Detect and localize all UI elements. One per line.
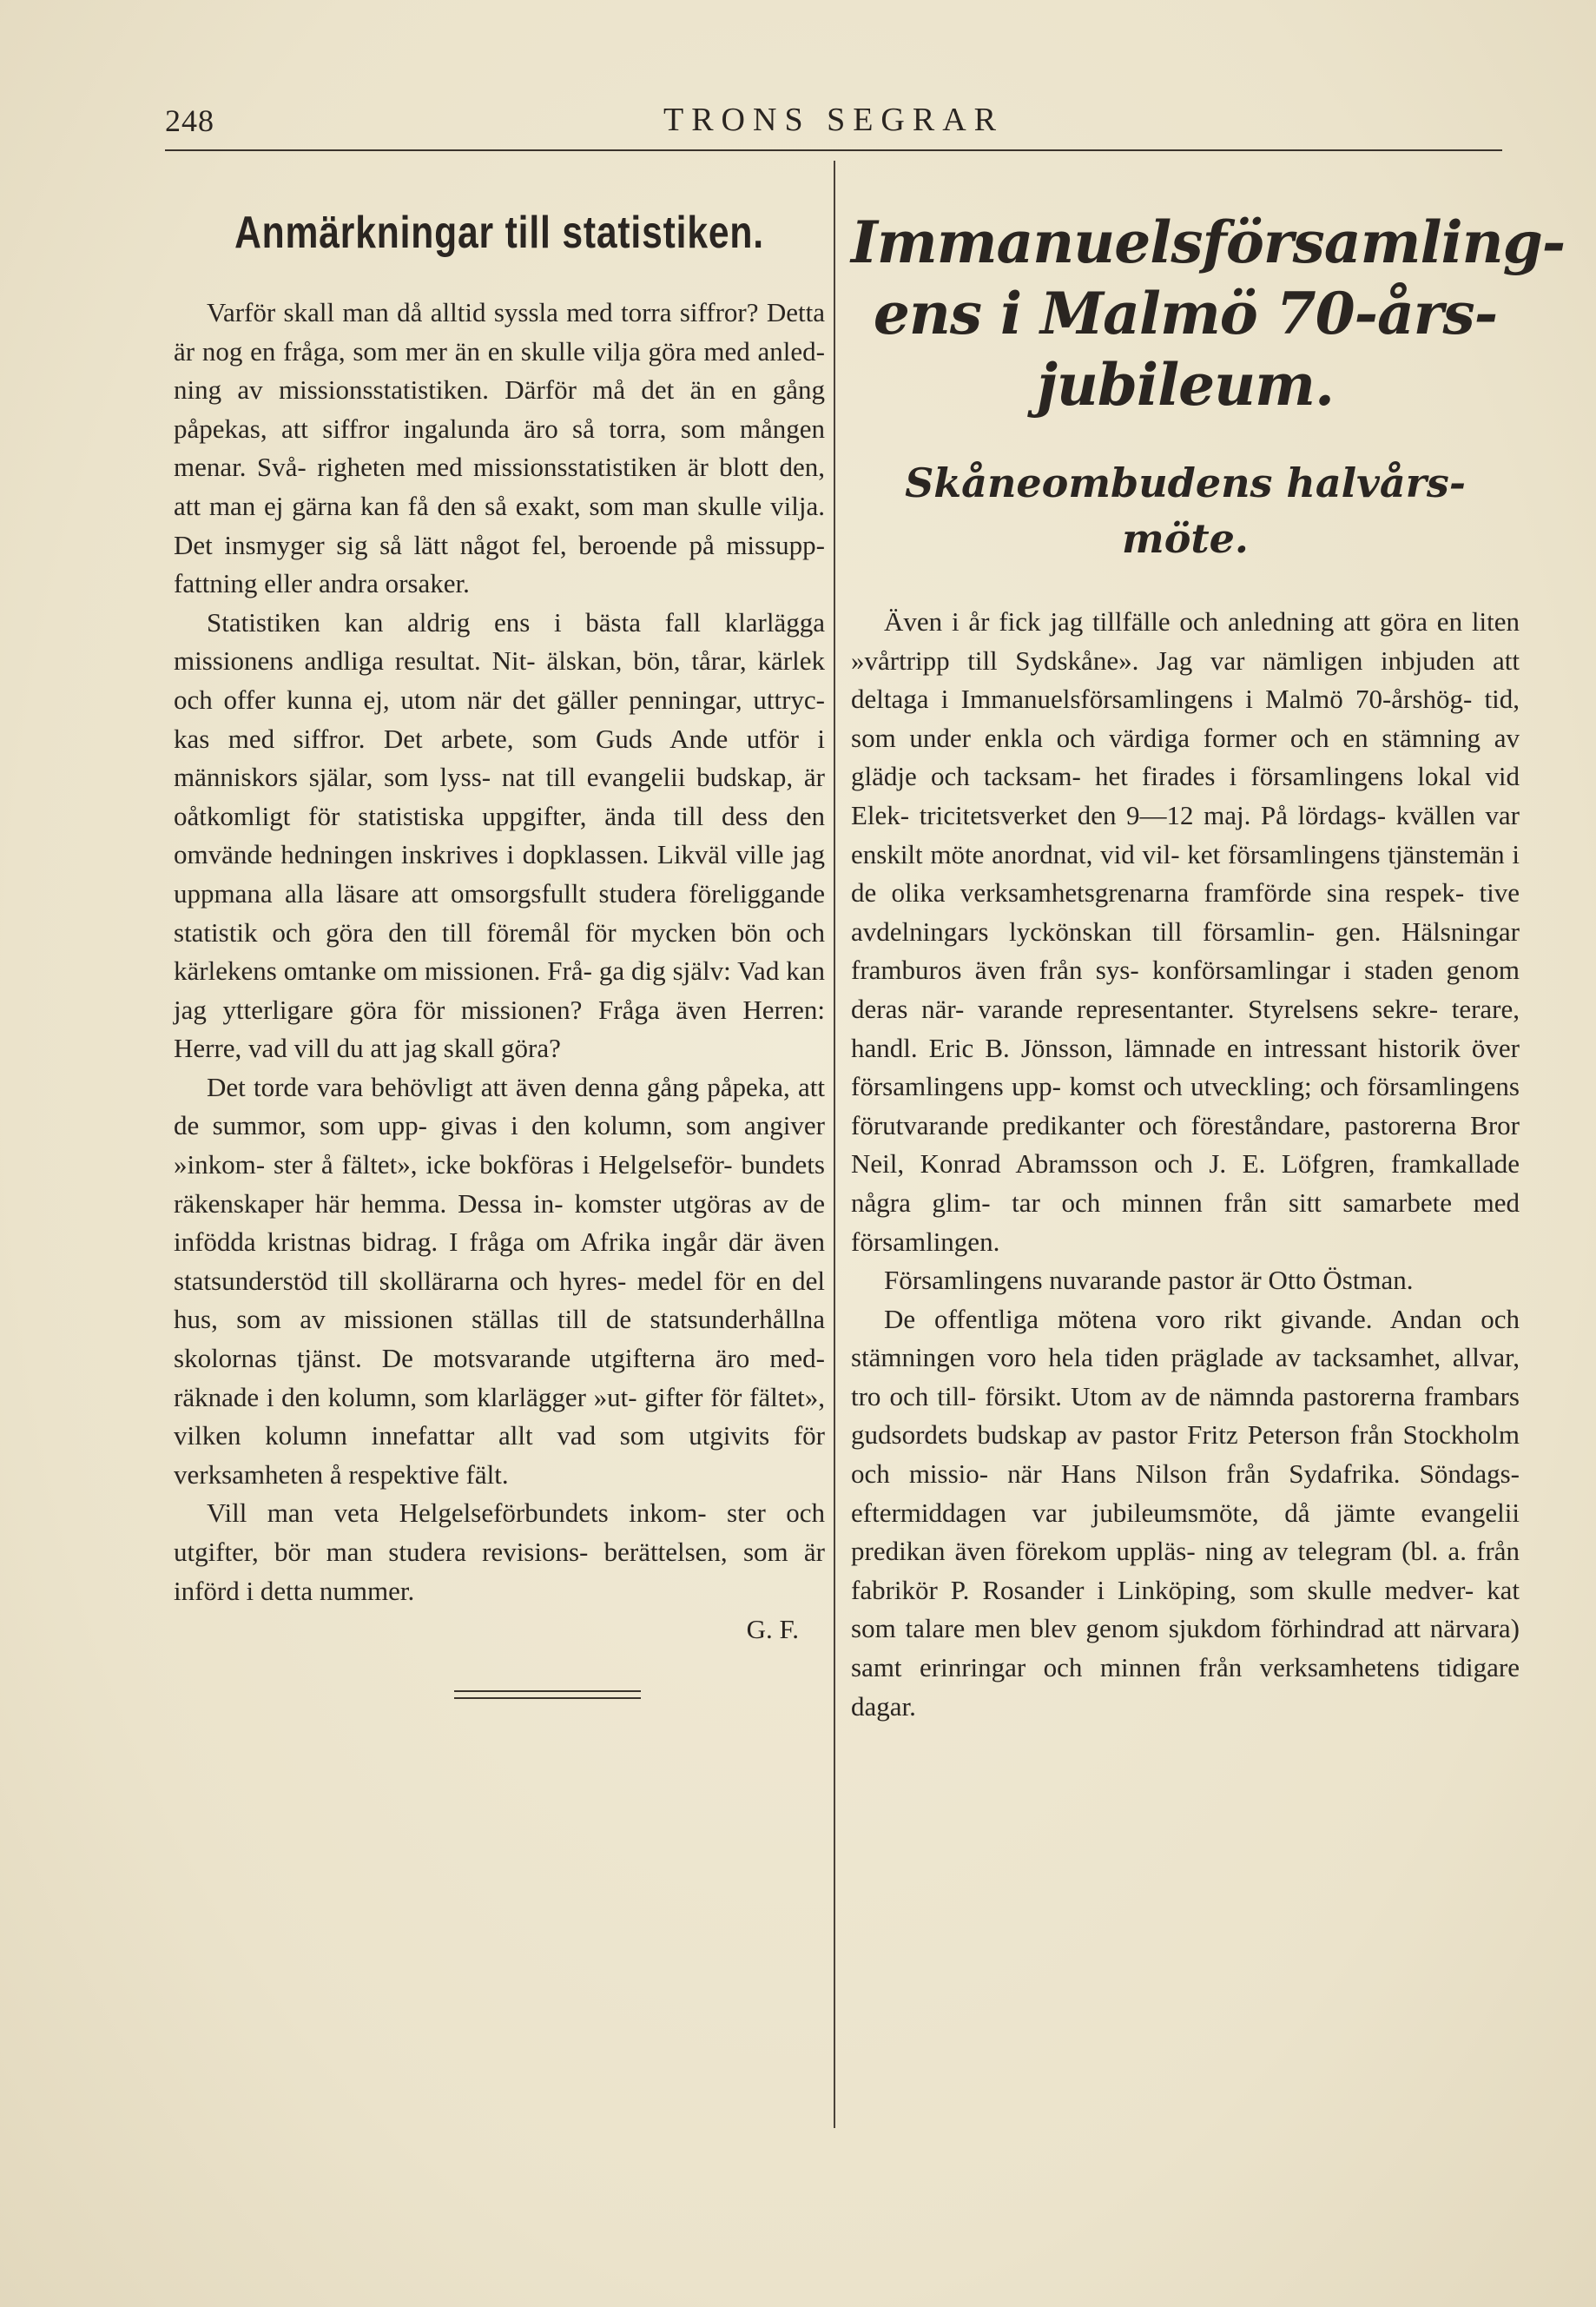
page-number: 248 [165,103,214,138]
left-paragraph: Statistiken kan aldrig ens i bästa fall klarlägga missionens andliga resultat. Nit- älskan, bön, tårar, kärlek och offer kunna ej, utom när det gäller penningar, uttryc- kas med siffror. Det arbete, som Guds Ande utför i människors själar, som lyss- nat till evangelii budskap, är oåtkomligt för statistiska uppgifter, ända till dess den omvände hedningen inskrives i dopklassen. Likväl ville jag uppmana alla läsare att omsorgsfullt studera föreliggande statistik och göra den till föremål för mycken bön och kärlekens omtanke om missionen. Frå- ga dig själv: Vad kan jag ytterligare göra för missionen? Fråga även Herren: Herre, vad vill du att jag skall göra? [174,606,825,1064]
right-article-subtitle: Skåneombudens halvårs- möte. [905,459,1466,562]
header-divider [165,149,1502,151]
article-end-rule [454,1690,641,1699]
column-divider [834,161,835,2128]
right-article [851,191,1566,1726]
right-paragraph: Församlingens nuvarande pastor är Otto Östman. [884,1265,1414,1296]
left-paragraph: Det torde vara behövligt att även denna gång påpeka, att de summor, som upp- givas i den kolumn, som angiver »inkom- ster å fältet», icke bokföras i Helgelseför- bundets räkenskaper här hemma. Dessa in- komster utgöras av de infödda kristnas bidrag. I fråga om Afrika ingår där även statsunderstöd till skollärarna och hyres- medel för en del hus, som av missionen ställas till de statsunderhållna skolornas tjänst. De motsvarande utgifterna äro med- räknade i den kolumn, som klarlägger »ut- gifter för fältet», vilken kolumn innefattar allt vad som utgivits för verksamheten å respektive fält. [174,1071,825,1490]
running-title: TRONS SEGRAR [663,102,1004,138]
page-header [165,97,1502,149]
left-paragraph: Vill man veta Helgelseförbundets inkom- ster och utgifter, bör man studera revisions- berättelsen, som är införd i detta nummer. [174,1497,825,1606]
left-article-body [174,294,825,1610]
right-article-body [851,603,1520,1726]
right-article-title: Immanuelsförsamling- ens i Malmö 70-års- jubileum. [851,208,1566,419]
left-article [174,191,825,1699]
left-paragraph: Varför skall man då alltid syssla med torra siffror? Detta är nog en fråga, som mer än en skulle vilja göra med anled- ning av missionsstatistiken. Därför må det än en gång påpekas, att siffror ingalunda äro så torra, som mången menar. Svå- righeten med missionsstatistiken är blott den, att man ej gärna kan få den så exakt, som man skulle vilja. Det insmyger sig så lätt något fel, beroende på missupp- fattning eller andra orsaker. [174,297,825,599]
left-article-title: Anmärkningar till statistiken. [234,208,764,258]
right-paragraph: Även i år fick jag tillfälle och anledning att göra en liten »vårtripp till Sydskåne». Jag var nämligen inbjuden att deltaga i Immanuelsförsamlingens i Malmö 70-årshög- tid, som under enkla och värdiga former och en stämning av glädje och tacksam- het firades i församlingens lokal vid Elek- tricitetsverket den 9—12 maj. På lördags- kvällen var enskilt möte anordnat, vid vil- ket församlingens tjänstemän i de olika verksamhetsgrenarna framförde sina respek- tive avdelningars lyckönskan till församlin- gen. Hälsningar framburos även från sys- konförsamlingar i staden genom deras när- varande representanter. Styrelsens sekre- terare, handl. Eric B. Jönsson, lämnade en intressant historik över församlingens upp- komst och utveckling; och församlingens förutvarande predikanter och föreståndare, pastorerna Bror Neil, Konrad Abramsson och J. E. Löfgren, framkallade några glim- tar och minnen från sitt samarbete med församlingen. [851,606,1520,1257]
author-signature: G. F. [746,1614,799,1645]
right-paragraph: De offentliga mötena voro rikt givande. Andan och stämningen voro hela tiden präglade av tacksamhet, allvar, tro och till- försikt. Utom av de nämnda pastorerna frambars gudsordets budskap av pastor Fritz Peterson från Stockholm och missio- när Hans Nilson från Sydafrika. Söndags- eftermiddagen var jubileumsmöte, då jämte evangelii predikan även förekom uppläs- ning av telegram (bl. a. från fabrikör P. Rosander i Linköping, som skulle medver- kat som talare men blev genom sjukdom förhindrad att närvara) samt erinringar och minnen från verksamhetens tidigare dagar. [851,1303,1520,1722]
